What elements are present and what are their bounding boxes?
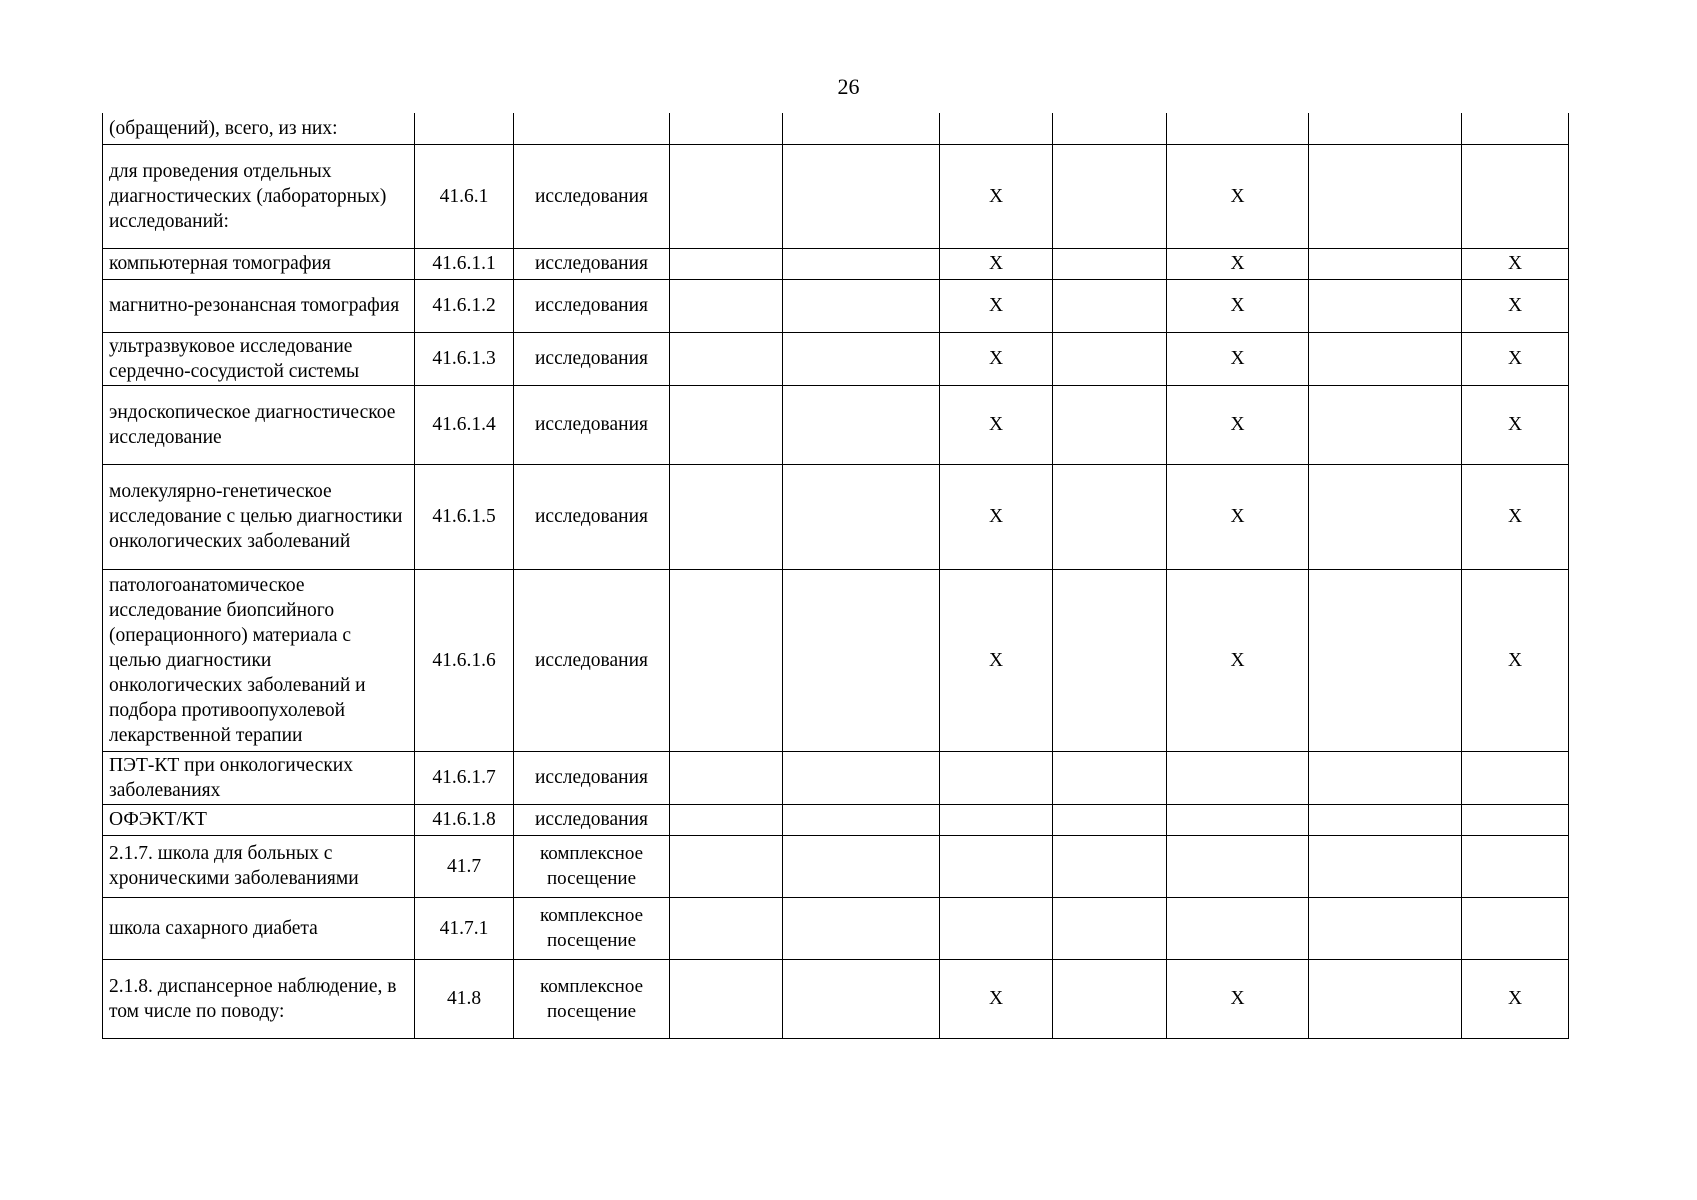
row-code-cell: 41.6.1.4	[415, 385, 514, 464]
row-unit-cell: исследования	[514, 385, 670, 464]
value-cell: X	[1462, 569, 1569, 751]
row-name-cell: 2.1.8. диспансерное наблюдение, в том числе по поводу:	[103, 959, 415, 1038]
table-row	[103, 279, 1569, 332]
value-cell	[783, 279, 940, 332]
value-cell	[940, 835, 1053, 897]
value-cell	[783, 248, 940, 279]
row-name-cell: ультразвуковое исследование сердечно-сосудистой системы	[103, 332, 415, 385]
value-cell	[670, 804, 783, 835]
value-cell	[783, 569, 940, 751]
value-cell	[1167, 897, 1309, 959]
row-name-cell: школа сахарного диабета	[103, 897, 415, 959]
row-unit-cell: комплексное посещение	[514, 959, 670, 1038]
value-cell	[670, 144, 783, 248]
value-cell	[1053, 751, 1167, 804]
value-cell	[1167, 835, 1309, 897]
row-code-cell	[415, 113, 514, 144]
value-cell	[670, 751, 783, 804]
value-cell	[783, 113, 940, 144]
value-cell	[783, 332, 940, 385]
value-cell	[783, 835, 940, 897]
value-cell	[1053, 959, 1167, 1038]
row-code-cell: 41.6.1.6	[415, 569, 514, 751]
value-cell	[670, 959, 783, 1038]
value-cell	[783, 751, 940, 804]
value-cell	[1167, 804, 1309, 835]
row-code-cell: 41.6.1	[415, 144, 514, 248]
value-cell	[940, 113, 1053, 144]
table-row	[103, 804, 1569, 835]
value-cell: X	[1167, 464, 1309, 569]
value-cell	[670, 835, 783, 897]
row-name-cell: ПЭТ-КТ при онкологических заболеваниях	[103, 751, 415, 804]
value-cell: X	[1167, 569, 1309, 751]
value-cell: X	[1462, 464, 1569, 569]
value-cell	[1053, 332, 1167, 385]
row-name-cell: 2.1.7. школа для больных с хроническими заболеваниями	[103, 835, 415, 897]
value-cell	[670, 279, 783, 332]
value-cell	[1462, 897, 1569, 959]
row-code-cell: 41.6.1.8	[415, 804, 514, 835]
value-cell	[1053, 113, 1167, 144]
value-cell: X	[940, 464, 1053, 569]
row-unit-cell: комплексное посещение	[514, 897, 670, 959]
value-cell	[783, 464, 940, 569]
value-cell	[1053, 385, 1167, 464]
row-name-cell: магнитно-резонансная томография	[103, 279, 415, 332]
row-name-cell: молекулярно-генетическое исследование с целью диагностики онкологических заболеваний	[103, 464, 415, 569]
value-cell: X	[1462, 959, 1569, 1038]
value-cell	[1053, 144, 1167, 248]
value-cell	[1309, 113, 1462, 144]
value-cell: X	[940, 144, 1053, 248]
value-cell	[1309, 959, 1462, 1038]
value-cell	[1462, 804, 1569, 835]
value-cell: X	[1167, 959, 1309, 1038]
table-row	[103, 248, 1569, 279]
value-cell	[783, 385, 940, 464]
row-code-cell: 41.6.1.5	[415, 464, 514, 569]
table-row	[103, 569, 1569, 751]
value-cell	[1309, 279, 1462, 332]
table-row	[103, 332, 1569, 385]
row-code-cell: 41.7.1	[415, 897, 514, 959]
value-cell: X	[940, 279, 1053, 332]
value-cell	[1309, 569, 1462, 751]
row-code-cell: 41.6.1.1	[415, 248, 514, 279]
value-cell	[783, 959, 940, 1038]
value-cell: X	[1462, 332, 1569, 385]
table-row	[103, 835, 1569, 897]
value-cell	[1462, 835, 1569, 897]
table-row	[103, 464, 1569, 569]
value-cell: X	[1167, 385, 1309, 464]
value-cell	[670, 248, 783, 279]
value-cell: X	[1167, 144, 1309, 248]
value-cell	[1462, 113, 1569, 144]
row-unit-cell: исследования	[514, 464, 670, 569]
value-cell: X	[1462, 248, 1569, 279]
row-unit-cell: исследования	[514, 279, 670, 332]
value-cell	[1053, 279, 1167, 332]
value-cell	[1462, 144, 1569, 248]
table-row	[103, 751, 1569, 804]
value-cell	[783, 897, 940, 959]
value-cell: X	[1462, 279, 1569, 332]
row-code-cell: 41.6.1.3	[415, 332, 514, 385]
value-cell	[1053, 569, 1167, 751]
value-cell	[783, 804, 940, 835]
table-row	[103, 385, 1569, 464]
row-unit-cell: исследования	[514, 751, 670, 804]
row-name-cell: эндоскопическое диагностическое исследование	[103, 385, 415, 464]
value-cell: X	[940, 248, 1053, 279]
value-cell: X	[1167, 248, 1309, 279]
row-name-cell: ОФЭКТ/КТ	[103, 804, 415, 835]
value-cell	[940, 751, 1053, 804]
value-cell	[1053, 835, 1167, 897]
value-cell	[1167, 113, 1309, 144]
table-row	[103, 113, 1569, 144]
value-cell: X	[940, 385, 1053, 464]
value-cell	[1309, 385, 1462, 464]
row-unit-cell: исследования	[514, 332, 670, 385]
value-cell	[1167, 751, 1309, 804]
value-cell	[1309, 804, 1462, 835]
value-cell	[670, 113, 783, 144]
row-code-cell: 41.7	[415, 835, 514, 897]
row-unit-cell: комплексное посещение	[514, 835, 670, 897]
value-cell	[1053, 897, 1167, 959]
value-cell	[1053, 248, 1167, 279]
page-number: 26	[837, 74, 860, 99]
value-cell: X	[1167, 279, 1309, 332]
row-unit-cell: исследования	[514, 248, 670, 279]
row-name-cell: компьютерная томография	[103, 248, 415, 279]
value-cell	[1309, 248, 1462, 279]
row-name-cell: патологоанатомическое исследование биопсийного (операционного) материала с целью диагностики онкологических заболеваний и подбора противоопухолевой лекарственной терапии	[103, 569, 415, 751]
value-cell	[940, 804, 1053, 835]
row-code-cell: 41.6.1.7	[415, 751, 514, 804]
value-cell	[1309, 835, 1462, 897]
value-cell	[1309, 464, 1462, 569]
value-cell	[1309, 332, 1462, 385]
table-row	[103, 897, 1569, 959]
value-cell	[1309, 751, 1462, 804]
value-cell: X	[940, 959, 1053, 1038]
table-row	[103, 959, 1569, 1038]
value-cell	[670, 569, 783, 751]
value-cell	[940, 897, 1053, 959]
row-unit-cell: исследования	[514, 804, 670, 835]
value-cell: X	[940, 569, 1053, 751]
row-name-cell: (обращений), всего, из них:	[103, 113, 415, 144]
value-cell	[1053, 464, 1167, 569]
value-cell: X	[940, 332, 1053, 385]
row-name-cell: для проведения отдельных диагностических (лабораторных) исследований:	[103, 144, 415, 248]
value-cell: X	[1462, 385, 1569, 464]
value-cell	[1309, 897, 1462, 959]
value-cell	[670, 385, 783, 464]
row-unit-cell: исследования	[514, 144, 670, 248]
value-cell	[1462, 751, 1569, 804]
row-code-cell: 41.8	[415, 959, 514, 1038]
value-cell	[670, 332, 783, 385]
row-code-cell: 41.6.1.2	[415, 279, 514, 332]
value-cell	[783, 144, 940, 248]
table-row	[103, 144, 1569, 248]
value-cell: X	[1167, 332, 1309, 385]
value-cell	[670, 464, 783, 569]
value-cell	[670, 897, 783, 959]
row-unit-cell: исследования	[514, 569, 670, 751]
indicators-table	[102, 113, 1569, 1039]
value-cell	[1309, 144, 1462, 248]
row-unit-cell	[514, 113, 670, 144]
value-cell	[1053, 804, 1167, 835]
